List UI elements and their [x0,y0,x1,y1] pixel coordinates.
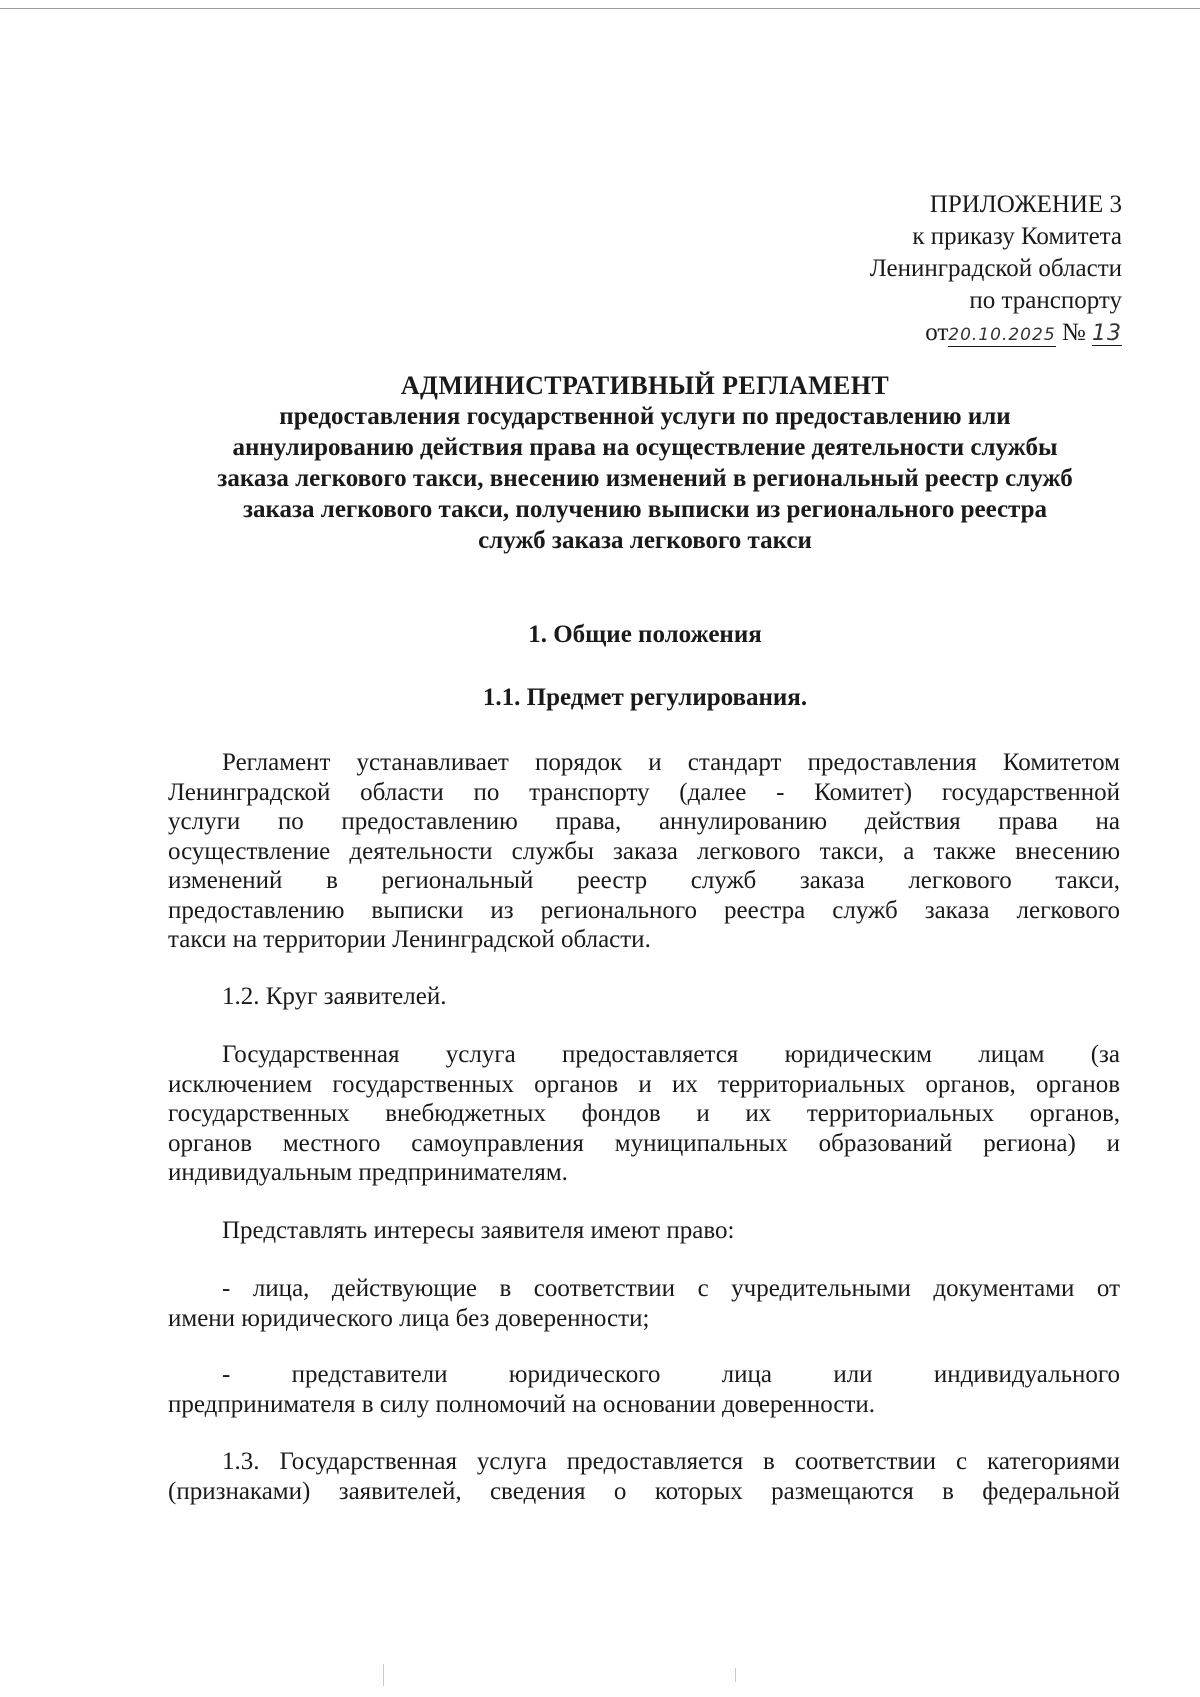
paragraph-applicants [168,1040,1120,1188]
paragraph-line: услуги по предоставлению права, аннулированию действия права на [168,808,1120,835]
paragraph-representatives-heading [168,1216,1120,1246]
paragraph-line: 1.2. Круг заявителей. [222,983,447,1010]
paragraph-line: государственных внебюджетных фондов и их территориальных органов, [168,1100,1120,1127]
attachment-region-line: Ленинградской области [869,255,1122,282]
document-title-block [140,370,1150,556]
attachment-date-number-line [682,317,1122,349]
scan-mark [735,1668,736,1682]
paragraph-line: осуществление деятельности службы заказа легкового такси, а также внесению [168,837,1120,865]
subtitle-line: аннулированию действия права на осуществление деятельности службы [232,434,1058,461]
paragraph-line: предоставлению выписки из регионального реестра служб заказа легкового [168,896,1120,924]
section-subheading: 1.1. Предмет регулирования. [482,684,808,711]
paragraph-representatives-item-2 [168,1360,1120,1419]
paragraph-line: Ленинградской области по транспорту (далее - Комитет) государственной [168,778,1120,806]
paragraph-line: 1.3. Государственная услуга предоставляется в соответствии с категориями [222,1448,1120,1475]
attachment-order-line: к приказу Комитета [912,223,1122,250]
section-heading: 1. Общие положения [528,621,762,648]
subtitle-line: заказа легкового такси, получению выписки из регионального реестра [242,496,1048,523]
handwritten-date: 20.10.2025 [948,325,1056,345]
subtitle-line: служб заказа легкового такси [478,527,812,554]
paragraph-applicants-heading [168,982,1120,1012]
number-prefix: № [1061,319,1086,346]
paragraph-subject [168,748,1120,955]
scan-mark [383,1664,384,1686]
paragraph-line: изменений в региональный реестр служб заказа легкового такси, [168,867,1120,894]
date-prefix: от [925,319,949,346]
paragraph-line: такси на территории Ленинградской области. [168,926,651,953]
paragraph-line: (признаками) заявителей, сведения о которых размещаются в федеральной [168,1477,1120,1505]
subtitle-line: заказа легкового такси, внесению изменений в региональный реестр служб [217,465,1073,492]
paragraph-line: органов местного самоуправления муниципальных образований региона) и [168,1129,1120,1157]
paragraph-line: индивидуальным предпринимателям. [168,1159,568,1186]
paragraph-line: имени юридического лица без доверенности; [168,1304,650,1332]
document-title: АДМИНИСТРАТИВНЫЙ РЕГЛАМЕНТ [400,371,890,400]
attachment-label: ПРИЛОЖЕНИЕ 3 [929,191,1122,218]
paragraph-line: - лица, действующие в соответствии с учредительными документами от [222,1275,1120,1302]
paragraph-representatives-item-1 [168,1274,1120,1333]
scan-top-edge [0,8,1200,9]
attachment-transport-line: по транспорту [969,287,1122,314]
handwritten-number: 13 [1092,321,1122,346]
paragraph-line: предпринимателя в силу полномочий на основании доверенности. [168,1390,876,1418]
paragraph-line: - представители юридического лица или индивидуального [222,1361,1120,1388]
attachment-block [682,189,1122,349]
paragraph-line: Представлять интересы заявителя имеют право: [222,1217,735,1244]
paragraph-categories [168,1447,1120,1506]
subtitle-line: предоставления государственной услуги по предоставлению или [279,403,1011,430]
paragraph-line: Регламент устанавливает порядок и стандарт предоставления Комитетом [222,749,1120,776]
paragraph-line: исключением государственных органов и их территориальных органов, органов [168,1070,1120,1098]
paragraph-line: Государственная услуга предоставляется юридическим лицам (за [222,1041,1120,1068]
